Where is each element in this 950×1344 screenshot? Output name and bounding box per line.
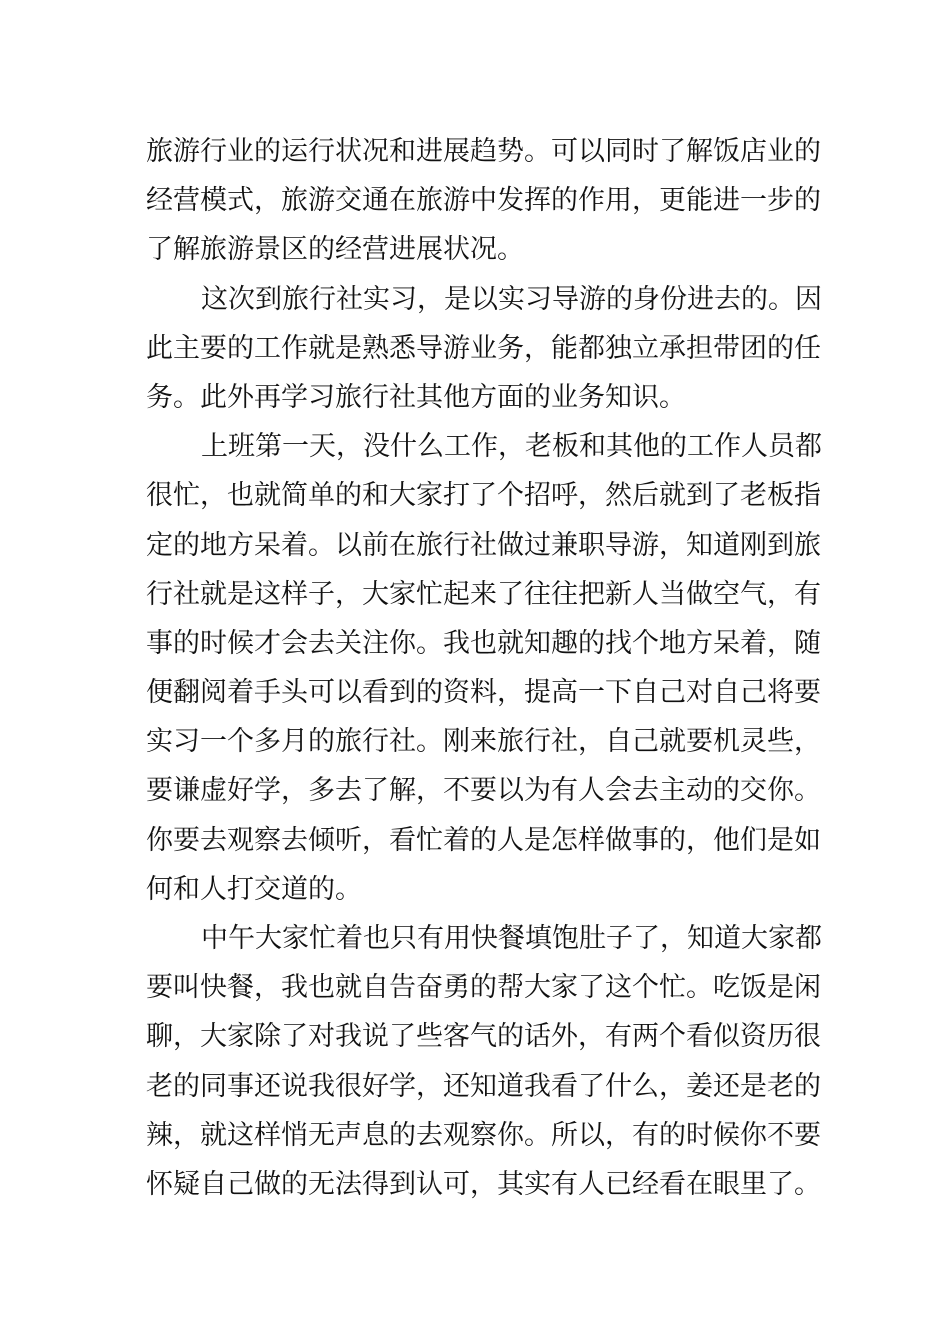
text-line: 辣，就这样悄无声息的去观察你。所以，有的时候你不要 — [146, 1119, 821, 1151]
text-line: 务。此外再学习旅行社其他方面的业务知识。 — [146, 381, 686, 413]
text-line: 怀疑自己做的无法得到认可，其实有人已经看在眼里了。 — [146, 1168, 821, 1200]
text-line: 聊，大家除了对我说了些客气的话外，有两个看似资历很 — [146, 1021, 821, 1053]
text-line: 中午大家忙着也只有用快餐填饱肚子了，知道大家都 — [201, 923, 822, 954]
text-line: 何和人打交道的。 — [146, 873, 362, 905]
text-line: 行社就是这样子，大家忙起来了往往把新人当做空气，有 — [146, 578, 821, 610]
text-line: 这次到旅行社实习，是以实习导游的身份进去的。因 — [201, 283, 822, 315]
text-line: 经营模式，旅游交通在旅游中发挥的作用，更能进一步的 — [146, 185, 821, 217]
text-line: 事的时候才会去关注你。我也就知趣的找个地方呆着，随 — [146, 627, 821, 659]
text-line: 你要去观察去倾听，看忙着的人是怎样做事的，他们是如 — [146, 824, 821, 856]
text-line: 旅游行业的运行状况和进展趋势。可以同时了解饭店业的 — [146, 136, 821, 167]
text-line: 实习一个多月的旅行社。刚来旅行社，自己就要机灵些， — [146, 726, 821, 758]
text-line: 很忙，也就简单的和大家打了个招呼，然后就到了老板指 — [146, 480, 821, 512]
text-line: 要谦虚好学，多去了解，不要以为有人会去主动的交你。 — [146, 775, 821, 807]
text-line: 此主要的工作就是熟悉导游业务，能都独立承担带团的任 — [146, 332, 821, 364]
text-line: 了解旅游景区的经营进展状况。 — [146, 234, 524, 266]
text-line: 便翻阅着手头可以看到的资料，提高一下自己对自己将要 — [146, 677, 821, 709]
document-body — [146, 127, 822, 1209]
text-line: 要叫快餐，我也就自告奋勇的帮大家了这个忙。吃饭是闲 — [146, 972, 821, 1004]
text-line: 上班第一天，没什么工作，老板和其他的工作人员都 — [201, 431, 822, 463]
text-line: 定的地方呆着。以前在旅行社做过兼职导游，知道刚到旅 — [146, 529, 821, 561]
text-line: 老的同事还说我很好学，还知道我看了什么，姜还是老的 — [146, 1070, 821, 1102]
